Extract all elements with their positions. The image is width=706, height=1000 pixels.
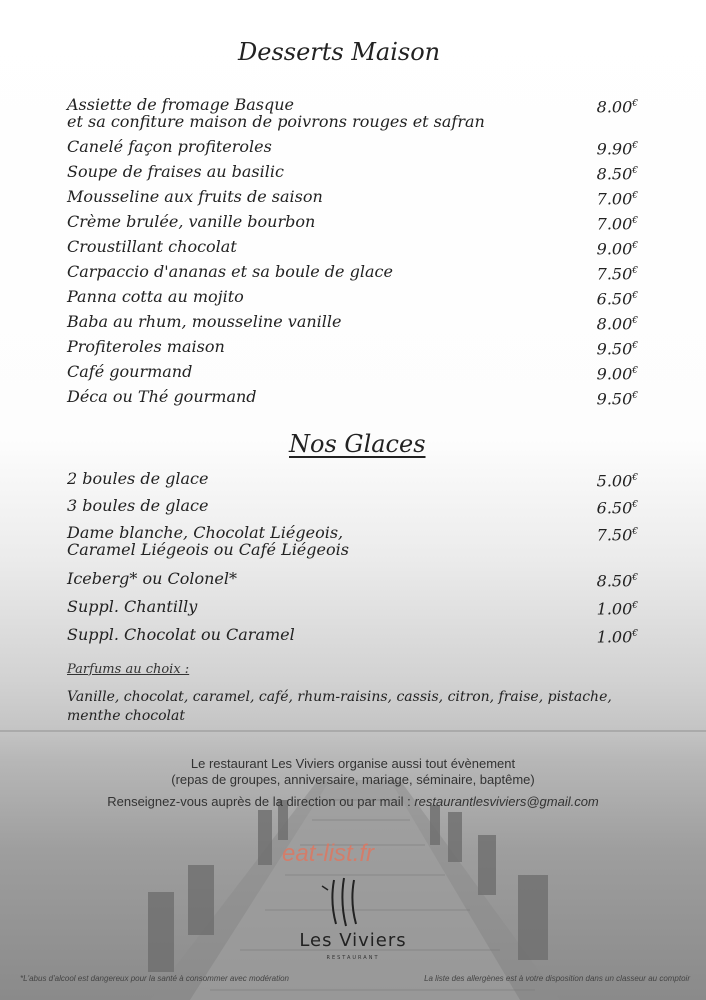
alcohol-warning: *L'abus d'alcool est dangereux pour la santé à consommer avec modération (20, 974, 289, 983)
list-item: Déca ou Thé gourmand (67, 387, 257, 406)
item-price: 1.00€ (596, 599, 638, 619)
item-price: 9.90€ (596, 139, 638, 159)
item-description: et sa confiture maison de poivrons rouges et safran (67, 112, 485, 131)
contact-text: Renseignez-vous auprès de la direction ou par mail : (107, 794, 415, 809)
restaurant-logo-icon (320, 872, 370, 932)
desserts-title: Desserts Maison (238, 38, 441, 66)
item-price: 1.00€ (596, 627, 638, 647)
list-item: Croustillant chocolat (67, 237, 237, 256)
item-price: 5.00€ (596, 471, 638, 491)
list-item: Suppl. Chantilly (67, 597, 198, 616)
item-description: Caramel Liégeois ou Café Liégeois (67, 540, 349, 559)
item-price: 8.00€ (596, 97, 638, 117)
list-item: Baba au rhum, mousseline vanille (67, 312, 342, 331)
glaces-title: Nos Glaces (289, 430, 426, 458)
events-types-line: (repas de groupes, anniversaire, mariage, séminaire, baptême) (171, 772, 535, 787)
list-item: Café gourmand (67, 362, 193, 381)
flavors-list: Vanille, chocolat, caramel, café, rhum-raisins, cassis, citron, fraise, pistache, menthe chocolat (67, 689, 612, 724)
restaurant-logo-subtitle: RESTAURANT (326, 955, 380, 961)
restaurant-logo-name: Les Viviers (299, 930, 407, 951)
item-price: 6.50€ (596, 289, 638, 309)
list-item: Soupe de fraises au basilic (67, 162, 284, 181)
item-price: 9.50€ (596, 389, 638, 409)
allergens-note: La liste des allergènes est à votre disposition dans un classeur au comptoir (424, 974, 690, 983)
item-price: 8.50€ (596, 571, 638, 591)
item-price: 8.00€ (596, 314, 638, 334)
list-item: Profiteroles maison (67, 337, 225, 356)
list-item: Panna cotta au mojito (67, 287, 244, 306)
list-item (67, 96, 485, 130)
events-info-line: Le restaurant Les Viviers organise aussi tout évènement (190, 756, 516, 771)
item-price: 8.50€ (596, 164, 638, 184)
contact-line (0, 794, 706, 809)
item-price: 9.00€ (596, 364, 638, 384)
list-item: Mousseline aux fruits de saison (67, 187, 323, 206)
item-price: 7.00€ (596, 214, 638, 234)
list-item: 2 boules de glace (67, 469, 209, 488)
list-item: Iceberg* ou Colonel* (67, 569, 237, 588)
list-item: Carpaccio d'ananas et sa boule de glace (67, 262, 393, 281)
email-link[interactable]: restaurantlesviviers@gmail.com (414, 794, 599, 809)
item-price: 7.50€ (596, 525, 638, 545)
item-name: Dame blanche, Chocolat Liégeois, (67, 523, 344, 542)
list-item: Canelé façon profiteroles (67, 137, 272, 156)
item-price: 6.50€ (596, 498, 638, 518)
item-price: 7.50€ (596, 264, 638, 284)
item-name: Assiette de fromage Basque (67, 95, 295, 114)
flavors-label: Parfums au choix : (67, 662, 190, 677)
list-item (67, 524, 349, 558)
item-price: 9.00€ (596, 239, 638, 259)
list-item: 3 boules de glace (67, 496, 209, 515)
watermark-text: eat-list.fr (282, 840, 375, 867)
list-item: Crème brulée, vanille bourbon (67, 212, 316, 231)
list-item: Suppl. Chocolat ou Caramel (67, 625, 295, 644)
item-price: 9.50€ (596, 339, 638, 359)
item-price: 7.00€ (596, 189, 638, 209)
